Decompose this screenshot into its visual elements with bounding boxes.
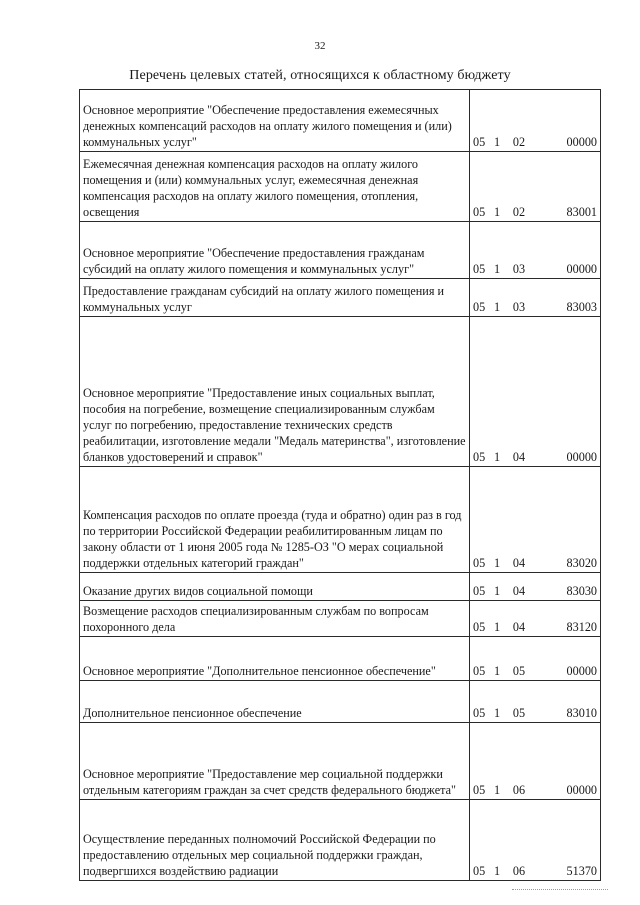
code-part-c2: 1 — [493, 584, 501, 598]
code-part-c1: 05 — [473, 783, 486, 797]
code-part-c2: 1 — [493, 783, 501, 797]
code-part-c2: 1 — [493, 135, 501, 149]
code-part-c3: 06 — [512, 783, 526, 797]
scan-artifact — [512, 889, 608, 891]
article-code — [470, 800, 601, 881]
document-title: Перечень целевых статей, относящихся к областному бюджету — [129, 68, 511, 83]
code-part-c1: 05 — [473, 556, 486, 570]
table-row — [80, 467, 601, 573]
table-row — [80, 90, 601, 152]
article-code — [470, 317, 601, 467]
code-part-c4: 00000 — [566, 450, 597, 464]
code-part-c2: 1 — [493, 620, 501, 634]
code-part-c1: 05 — [473, 664, 486, 678]
article-description: Компенсация расходов по оплате проезда (туда и обратно) один раз в год по территории Российской Федерации реабилитированным лицам по закону области от 1 июня 2005 года № 1285-ОЗ "О мерах социальной поддержки отдельных категорий граждан" — [80, 467, 470, 573]
code-part-c4: 83010 — [566, 706, 597, 720]
article-code — [470, 90, 601, 152]
article-code — [470, 573, 601, 601]
table-row — [80, 573, 601, 601]
code-part-c1: 05 — [473, 135, 486, 149]
code-part-c2: 1 — [493, 262, 501, 276]
code-part-c4: 83020 — [566, 556, 597, 570]
code-part-c3: 02 — [512, 205, 526, 219]
table-row — [80, 723, 601, 800]
code-part-c4: 51370 — [566, 864, 597, 878]
table-row — [80, 800, 601, 881]
article-description: Осуществление переданных полномочий Российской Федерации по предоставлению отдельных мер социальной поддержки граждан, подвергшихся воздействию радиации — [80, 800, 470, 881]
code-part-c4: 00000 — [566, 262, 597, 276]
table-row — [80, 152, 601, 222]
code-part-c1: 05 — [473, 584, 486, 598]
code-part-c1: 05 — [473, 300, 486, 314]
code-part-c2: 1 — [493, 864, 501, 878]
code-part-c2: 1 — [493, 300, 501, 314]
table-row — [80, 637, 601, 681]
article-description: Основное мероприятие "Дополнительное пенсионное обеспечение" — [80, 637, 470, 681]
code-part-c3: 02 — [512, 135, 526, 149]
article-code — [470, 723, 601, 800]
code-part-c3: 04 — [512, 450, 526, 464]
article-description: Возмещение расходов специализированным службам по вопросам похоронного дела — [80, 601, 470, 637]
article-description: Оказание других видов социальной помощи — [80, 573, 470, 601]
code-part-c2: 1 — [493, 205, 501, 219]
article-code — [470, 152, 601, 222]
article-description: Ежемесячная денежная компенсация расходов на оплату жилого помещения и (или) коммунальных услуг, ежемесячная денежная компенсация расходов на оплату жилого помещения, отопления, освещения — [80, 152, 470, 222]
code-part-c4: 00000 — [566, 135, 597, 149]
code-part-c3: 05 — [512, 664, 526, 678]
article-code — [470, 222, 601, 279]
code-part-c1: 05 — [473, 864, 486, 878]
code-part-c2: 1 — [493, 450, 501, 464]
code-part-c1: 05 — [473, 205, 486, 219]
table-row — [80, 601, 601, 637]
article-description: Основное мероприятие "Обеспечение предоставления ежемесячных денежных компенсаций расходов на оплату жилого помещения и (или) коммунальных услуг" — [80, 90, 470, 152]
table-row — [80, 681, 601, 723]
code-part-c4: 83120 — [566, 620, 597, 634]
table-row — [80, 222, 601, 279]
code-part-c1: 05 — [473, 262, 486, 276]
article-code — [470, 601, 601, 637]
article-description: Основное мероприятие "Предоставление иных социальных выплат, пособия на погребение, возмещение специализированным службам услуг по погребению, предоставление технических средств реабилитации, изготовление медали "Медаль материнства", изготовление бланков удостоверений и справок" — [80, 317, 470, 467]
code-part-c1: 05 — [473, 706, 486, 720]
code-part-c3: 04 — [512, 556, 526, 570]
code-part-c4: 83030 — [566, 584, 597, 598]
article-code — [470, 637, 601, 681]
code-part-c3: 03 — [512, 300, 526, 314]
article-description: Основное мероприятие "Обеспечение предоставления гражданам субсидий на оплату жилого помещения и коммунальных услуг" — [80, 222, 470, 279]
code-part-c4: 83003 — [566, 300, 597, 314]
code-part-c1: 05 — [473, 450, 486, 464]
article-code — [470, 681, 601, 723]
code-part-c4: 00000 — [566, 783, 597, 797]
article-description: Дополнительное пенсионное обеспечение — [80, 681, 470, 723]
code-part-c1: 05 — [473, 620, 486, 634]
table-row — [80, 279, 601, 317]
code-part-c2: 1 — [493, 706, 501, 720]
article-code — [470, 279, 601, 317]
code-part-c4: 83001 — [566, 205, 597, 219]
target-articles-table — [79, 89, 601, 881]
code-part-c2: 1 — [493, 556, 501, 570]
article-description: Предоставление гражданам субсидий на оплату жилого помещения и коммунальных услуг — [80, 279, 470, 317]
table-row — [80, 317, 601, 467]
code-part-c3: 06 — [512, 864, 526, 878]
page-number: 32 — [314, 40, 326, 52]
code-part-c3: 03 — [512, 262, 526, 276]
code-part-c3: 04 — [512, 620, 526, 634]
article-description: Основное мероприятие "Предоставление мер социальной поддержки отдельным категориям граждан за счет средств федерального бюджета" — [80, 723, 470, 800]
code-part-c3: 04 — [512, 584, 526, 598]
code-part-c3: 05 — [512, 706, 526, 720]
article-code — [470, 467, 601, 573]
code-part-c2: 1 — [493, 664, 501, 678]
code-part-c4: 00000 — [566, 664, 597, 678]
